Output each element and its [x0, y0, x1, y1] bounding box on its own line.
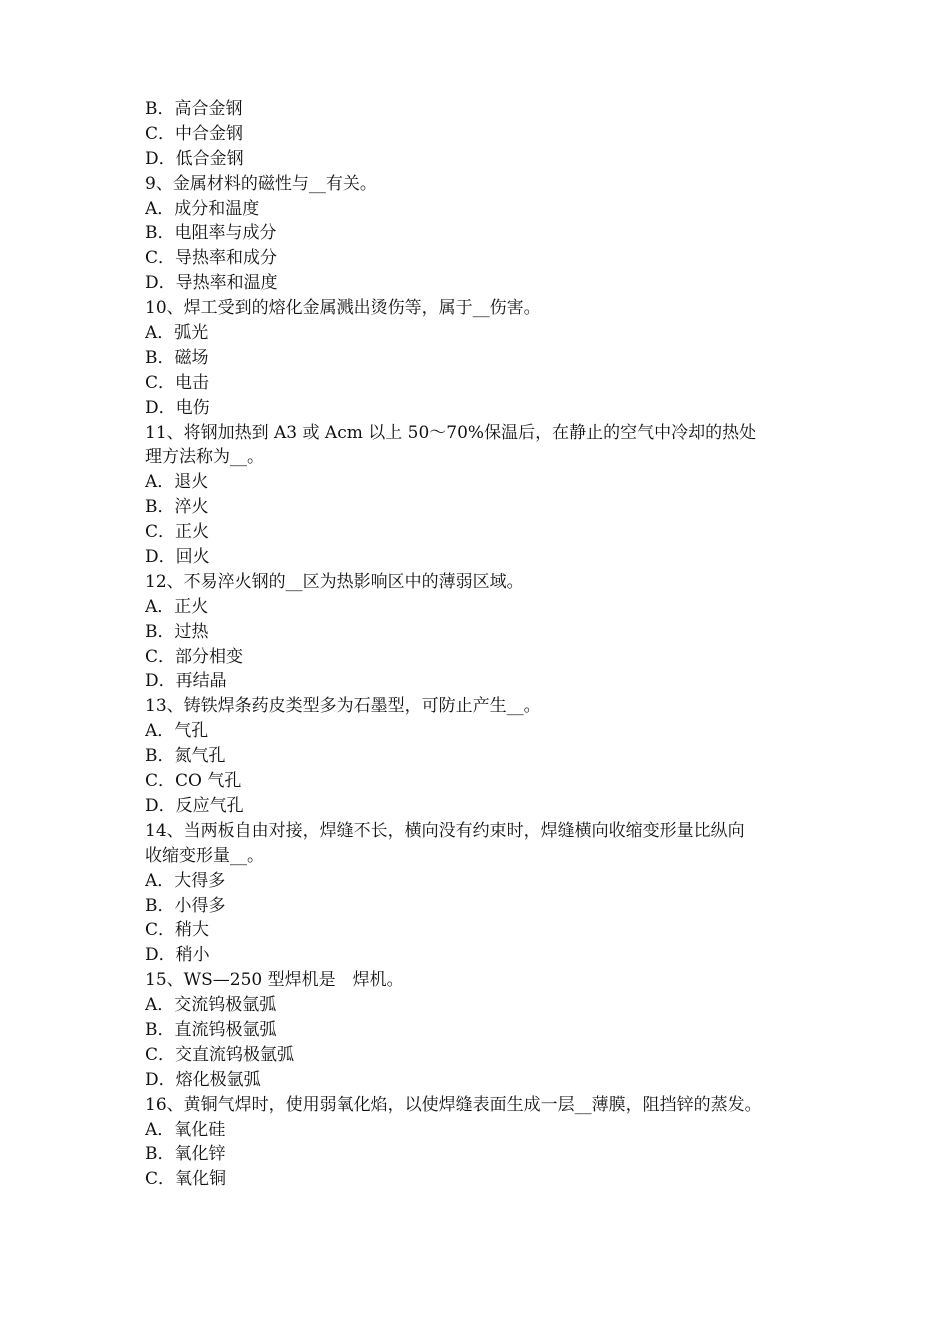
- option-d: D．低合金钢: [145, 148, 244, 169]
- question-13: 13、铸铁焊条药皮类型多为石墨型，可防止产生__。: [145, 696, 541, 717]
- option-b: B．高合金钢: [145, 99, 243, 119]
- option-a: A．正火: [145, 596, 209, 617]
- option-a: A．气孔: [145, 721, 209, 742]
- option-d: D．反应气孔: [145, 795, 244, 816]
- option-a: A．氧化硅: [145, 1119, 226, 1140]
- option-a: A．退火: [145, 472, 209, 493]
- option-a: A．大得多: [145, 870, 226, 891]
- option-a: A．成分和温度: [145, 198, 260, 219]
- question-12: 12、不易淬火钢的__区为热影响区中的薄弱区域。: [145, 571, 524, 592]
- option-c: C．导热率和成分: [145, 248, 278, 269]
- option-d: D．熔化极氩弧: [145, 1069, 261, 1090]
- option-d: D．再结晶: [145, 671, 227, 692]
- option-b: B．过热: [145, 621, 209, 642]
- option-c: C．电击: [145, 372, 210, 393]
- option-b: B．氮气孔: [145, 746, 226, 767]
- question-16: 16、黄铜气焊时，使用弱氧化焰，以使焊缝表面生成一层__薄膜，阻挡锌的蒸发。: [145, 1094, 762, 1115]
- option-b: B．淬火: [145, 497, 209, 518]
- question-9: 9、金属材料的磁性与__有关。: [145, 173, 377, 194]
- option-c: C．稍大: [145, 920, 210, 941]
- question-14: 14、当两板自由对接，焊缝不长，横向没有约束时，焊缝横向收缩变形量比纵向: [145, 820, 745, 841]
- option-d: D．导热率和温度: [145, 273, 278, 294]
- option-d: D．稍小: [145, 945, 210, 966]
- option-a: A．交流钨极氩弧: [145, 995, 277, 1016]
- question-11: 11、将钢加热到 A3 或 Acm 以上 50～70%保温后，在静止的空气中冷却的热处: [145, 422, 757, 443]
- question-15: 15、WS—250 型焊机是 焊机。: [145, 970, 404, 991]
- question-10: 10、焊工受到的熔化金属溅出烫伤等，属于__伤害。: [145, 298, 541, 319]
- option-c: C．氧化铜: [145, 1169, 227, 1190]
- question-11-continued: 理方法称为__。: [145, 447, 264, 468]
- option-d: D．电伤: [145, 397, 210, 418]
- document-page: [145, 97, 825, 1192]
- option-b: B．小得多: [145, 895, 226, 916]
- option-d: D．回火: [145, 547, 210, 568]
- option-c: C．CO 气孔: [145, 771, 242, 792]
- option-c: C．中合金钢: [145, 123, 244, 144]
- question-14-continued: 收缩变形量__。: [145, 845, 264, 866]
- option-b: B．电阻率与成分: [145, 223, 277, 244]
- option-c: C．交直流钨极氩弧: [145, 1044, 295, 1065]
- option-c: C．部分相变: [145, 646, 244, 667]
- option-b: B．直流钨极氩弧: [145, 1019, 277, 1040]
- option-b: B．磁场: [145, 347, 209, 368]
- option-a: A．弧光: [145, 323, 209, 344]
- option-c: C．正火: [145, 522, 210, 543]
- option-b: B．氧化锌: [145, 1144, 226, 1165]
